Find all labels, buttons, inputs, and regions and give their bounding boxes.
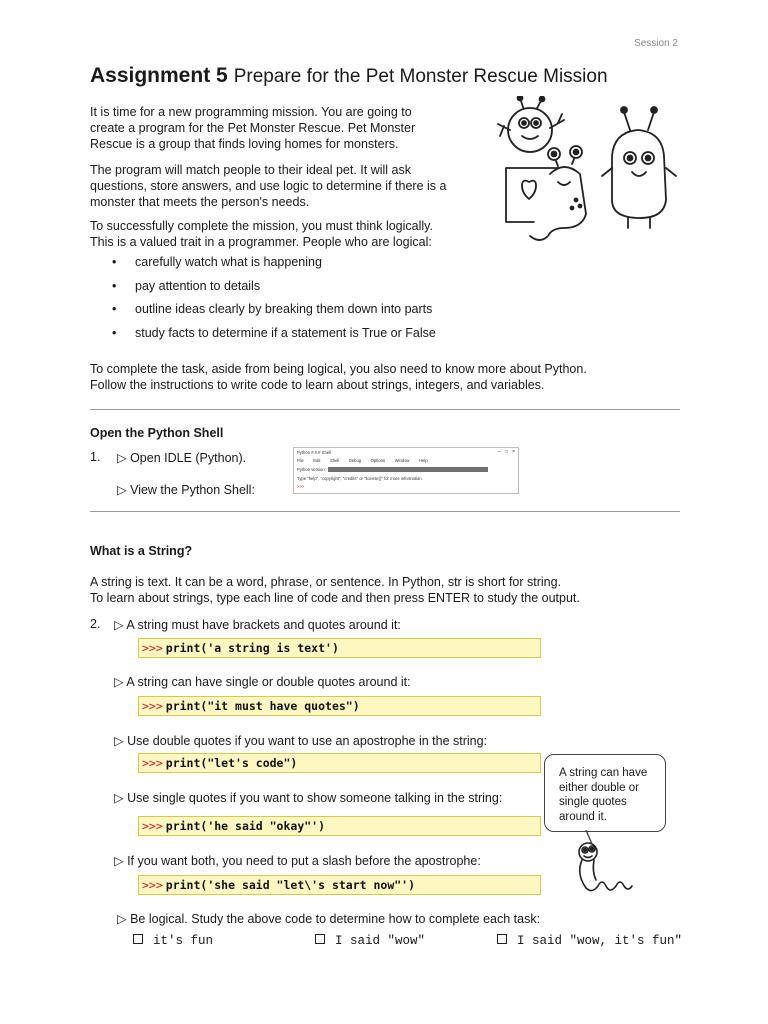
session-label: Session 2	[634, 38, 678, 49]
option-label: it's fun	[153, 934, 214, 948]
text-line: The program will match people to their ideal pet. It will ask	[90, 163, 411, 177]
menu-window: Window	[394, 458, 410, 463]
code-prompt: >>>	[142, 756, 163, 770]
intro-paragraph-4	[90, 361, 690, 393]
list-item: • study facts to determine if a statement is True or False	[112, 326, 436, 350]
instruction-3: ▷ Use double quotes if you want to use an apostrophe in the string:	[114, 734, 488, 748]
minimize-icon: –	[497, 449, 501, 455]
code-line-5	[138, 875, 541, 895]
option-i-said-wow-its-fun[interactable]	[497, 934, 682, 948]
shell-prompt: >>>	[297, 484, 305, 489]
text-line: single quotes	[559, 796, 627, 808]
menu-shell: Shell	[329, 458, 340, 463]
option-label: I said "wow, it's fun"	[517, 934, 683, 948]
code-text: print('a string is text')	[165, 641, 339, 655]
menu-help: Help	[418, 458, 428, 463]
section-title-string: What is a String?	[90, 544, 193, 558]
text-line: This is a valued trait in a programmer. People who are logical:	[90, 235, 432, 249]
checkbox-icon[interactable]	[133, 934, 143, 944]
instruction-1: ▷ A string must have brackets and quotes around it:	[114, 618, 401, 632]
code-prompt: >>>	[142, 641, 163, 655]
monster-illustration	[492, 96, 682, 246]
shell-hint: Type "help", "copyright", "credits" or "license()" for more information.	[297, 476, 423, 481]
instruction-2: ▷ A string can have single or double quotes around it:	[114, 675, 411, 689]
text-line: To successfully complete the mission, you must think logically.	[90, 219, 433, 233]
code-line-4	[138, 816, 541, 836]
text-line: A string can have	[559, 767, 648, 779]
code-prompt: >>>	[142, 699, 163, 713]
code-line-2	[138, 696, 541, 716]
option-label: I said "wow"	[335, 934, 426, 948]
string-intro	[90, 574, 690, 606]
code-line-3	[138, 753, 541, 773]
shell-menu-bar	[297, 458, 428, 463]
python-shell-window	[293, 447, 519, 494]
intro-paragraph-1	[90, 104, 490, 152]
code-prompt: >>>	[142, 878, 163, 892]
step-number-2: 2.	[90, 617, 101, 631]
text-line: monster that meets the person's needs.	[90, 195, 310, 209]
list-item: • pay attention to details	[112, 279, 436, 303]
step-view-shell: ▷ View the Python Shell:	[117, 483, 255, 497]
code-text: print("it must have quotes")	[165, 699, 360, 713]
text-line: either double or	[559, 781, 639, 794]
list-item: • outline ideas clearly by breaking them down into parts	[112, 302, 436, 326]
menu-debug: Debug	[348, 458, 362, 463]
task-instruction: ▷ Be logical. Study the above code to determine how to complete each task:	[117, 912, 541, 926]
section-title-python-shell: Open the Python Shell	[90, 426, 224, 440]
code-text: print('she said "let\'s start now"')	[165, 878, 416, 892]
window-controls	[498, 449, 515, 455]
code-prompt: >>>	[142, 819, 163, 833]
text-line: questions, store answers, and use logic to determine if there is a	[90, 179, 447, 193]
code-line-1	[138, 638, 541, 658]
text-line: A string is text. It can be a word, phrase, or sentence. In Python, str is short for string.	[90, 575, 562, 589]
text-line: Rescue is a group that finds loving homes for monsters.	[90, 137, 399, 151]
close-icon: ×	[512, 449, 515, 455]
section-divider	[90, 511, 680, 512]
text-line: To learn about strings, type each line of code and then press ENTER to study the output.	[90, 591, 580, 605]
shell-version-label: Python version:	[297, 467, 326, 472]
intro-paragraph-3	[90, 218, 490, 250]
text-line: To complete the task, aside from being logical, you also need to know more about Python.	[90, 362, 587, 376]
instruction-5: ▷ If you want both, you need to put a slash before the apostrophe:	[114, 854, 481, 868]
step-number-1: 1.	[90, 450, 101, 464]
logical-traits-list	[112, 255, 436, 349]
code-text: print("let's code")	[165, 756, 298, 770]
code-text: print('he said "okay"')	[165, 819, 326, 833]
menu-options: Options	[370, 458, 386, 463]
checkbox-icon[interactable]	[497, 934, 507, 944]
menu-edit: Edit	[313, 458, 321, 463]
text-line: around it.	[559, 810, 607, 823]
list-item: • carefully watch what is happening	[112, 255, 436, 279]
version-redacted-bar	[328, 467, 488, 472]
text-line: create a program for the Pet Monster Rescue. Pet Monster	[90, 121, 416, 135]
intro-paragraph-2	[90, 162, 490, 210]
speech-bubble	[544, 754, 666, 832]
instruction-4: ▷ Use single quotes if you want to show someone talking in the string:	[114, 791, 503, 805]
maximize-icon: □	[504, 449, 508, 455]
section-divider	[90, 409, 680, 410]
menu-file: File	[297, 458, 304, 463]
assignment-number: Assignment 5	[90, 64, 228, 87]
step-open-idle: ▷ Open IDLE (Python).	[117, 451, 247, 465]
shell-title: Python #.#.# Shell	[297, 450, 331, 455]
checkbox-icon[interactable]	[315, 934, 325, 944]
text-line: Follow the instructions to write code to learn about strings, integers, and variables.	[90, 378, 545, 392]
worm-mascot-icon	[570, 830, 640, 898]
option-i-said-wow[interactable]	[315, 934, 425, 948]
page-title	[90, 64, 608, 88]
assignment-subtitle: Prepare for the Pet Monster Rescue Mission	[233, 66, 608, 87]
text-line: It is time for a new programming mission. You are going to	[90, 105, 412, 119]
option-its-fun[interactable]	[133, 934, 213, 948]
